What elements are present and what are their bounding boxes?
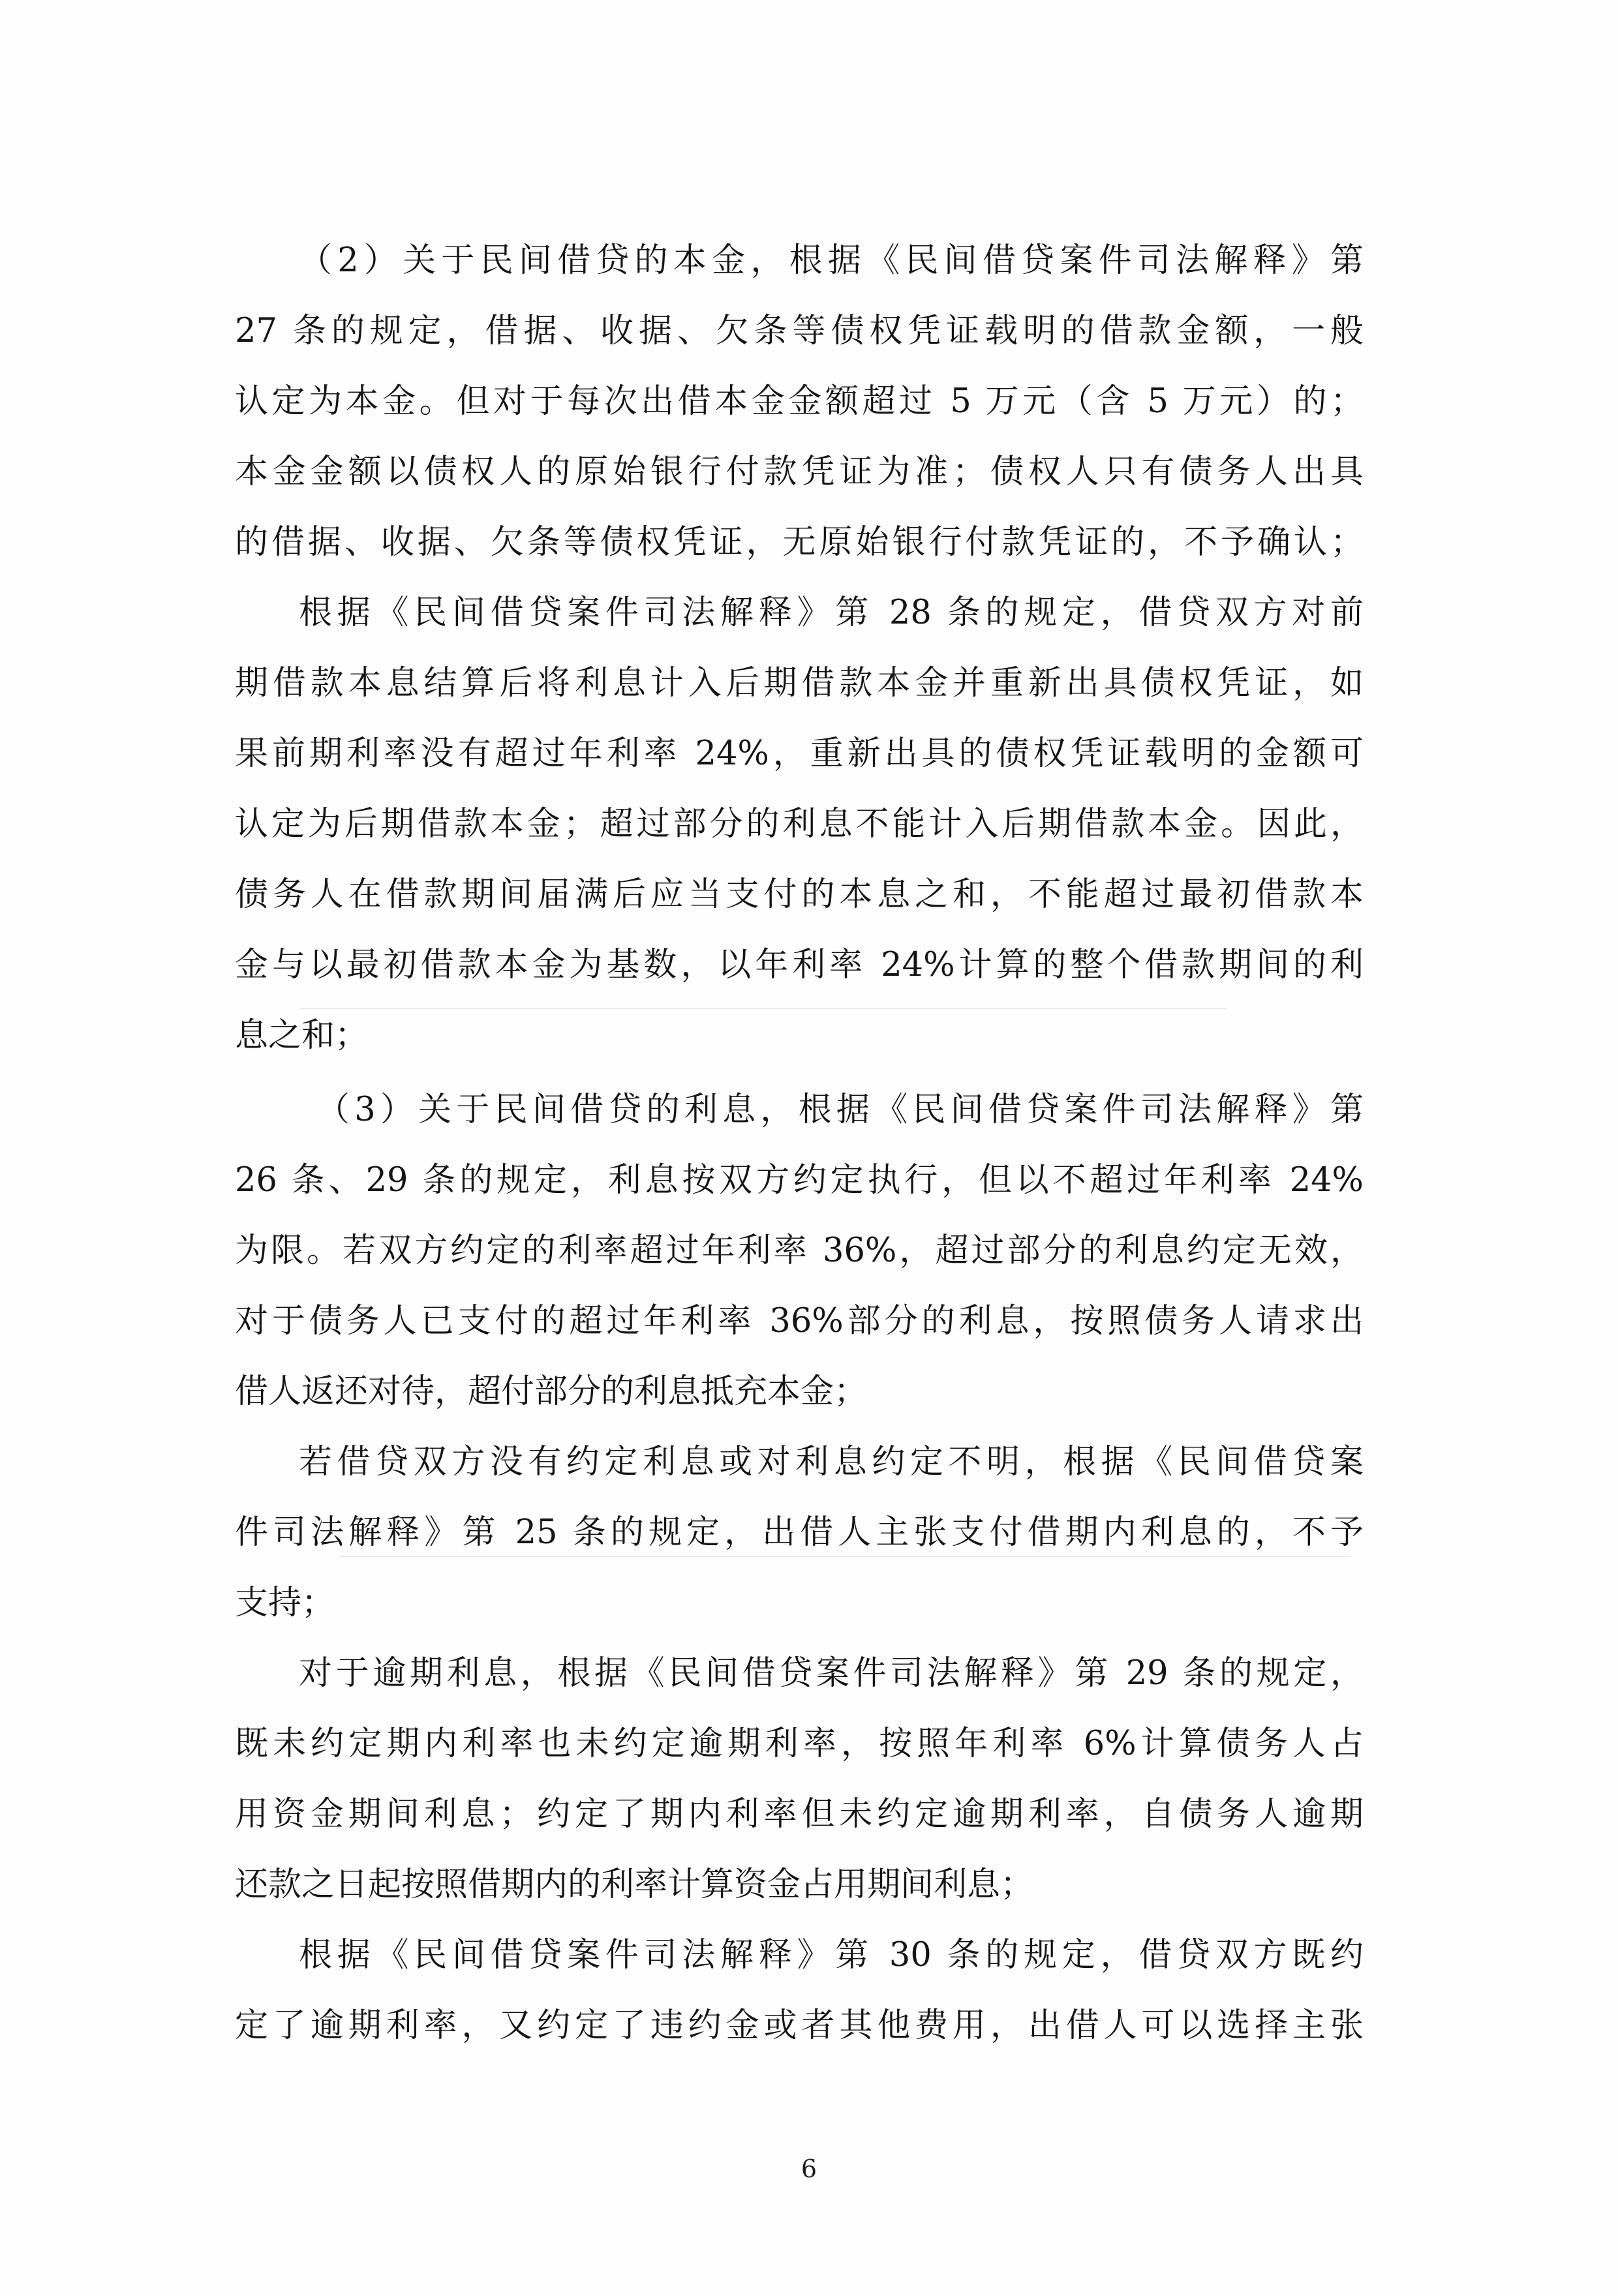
paragraph-line: 既未约定期内利率也未约定逾期利率，按照年利率 6%计算债务人占	[235, 1725, 1364, 1763]
paragraph-line: 债务人在借款期间届满后应当支付的本息之和，不能超过最初借款本	[235, 875, 1364, 914]
paragraph-line: 定了逾期利率，又约定了违约金或者其他费用，出借人可以选择主张	[235, 2006, 1364, 2045]
paragraph-line: 根据《民间借贷案件司法解释》第 30 条的规定，借贷双方既约	[299, 1936, 1364, 1974]
paragraph-line: 果前期利率没有超过年利率 24%，重新出具的债权凭证载明的金额可	[235, 734, 1364, 773]
paragraph-line: 本金金额以债权人的原始银行付款凭证为准；债权人只有债务人出具	[235, 453, 1364, 491]
paragraph-line: （3）关于民间借贷的利息，根据《民间借贷案件司法解释》第	[316, 1091, 1364, 1129]
paragraph-line: 期借款本息结算后将利息计入后期借款本金并重新出具债权凭证，如	[235, 664, 1364, 702]
paragraph-line: 对于债务人已支付的超过年利率 36%部分的利息，按照债务人请求出	[235, 1302, 1364, 1340]
page-number: 6	[801, 2154, 817, 2183]
body-text	[235, 232, 1364, 2064]
paragraph-line: 认定为后期借款本金；超过部分的利息不能计入后期借款本金。因此，	[235, 805, 1364, 843]
paragraph-line: 支持；	[235, 1584, 335, 1622]
paragraph-line: 对于逾期利息，根据《民间借贷案件司法解释》第 29 条的规定，	[299, 1654, 1364, 1693]
paragraph-line: 件司法解释》第 25 条的规定，出借人主张支付借期内利息的，不予	[235, 1513, 1364, 1552]
paragraph-line: 用资金期间利息；约定了期内利率但未约定逾期利率，自债务人逾期	[235, 1795, 1364, 1834]
paragraph-line: 借人返还对待，超付部分的利息抵充本金；	[235, 1372, 868, 1411]
paragraph-line: 26 条、29 条的规定，利息按双方约定执行，但以不超过年利率 24%	[235, 1161, 1364, 1200]
paragraph-line: 的借据、收据、欠条等债权凭证，无原始银行付款凭证的，不予确认；	[235, 523, 1364, 562]
paragraph-line: 金与以最初借款本金为基数，以年利率 24%计算的整个借款期间的利	[235, 946, 1364, 984]
paragraph-line: 为限。若双方约定的利率超过年利率 36%，超过部分的利息约定无效，	[235, 1231, 1364, 1270]
paragraph-line: （2）关于民间借贷的本金，根据《民间借贷案件司法解释》第	[299, 241, 1364, 280]
paragraph-line: 根据《民间借贷案件司法解释》第 28 条的规定，借贷双方对前	[299, 594, 1364, 632]
paragraph-line: 27 条的规定，借据、收据、欠条等债权凭证载明的借款金额，一般	[235, 312, 1364, 350]
paragraph-line: 若借贷双方没有约定利息或对利息约定不明，根据《民间借贷案	[299, 1443, 1364, 1481]
paragraph-line: 还款之日起按照借期内的利率计算资金占用期间利息；	[235, 1865, 1034, 1904]
paragraph-line: 息之和；	[235, 1016, 369, 1055]
paragraph-line: 认定为本金。但对于每次出借本金金额超过 5 万元（含 5 万元）的；	[235, 382, 1364, 421]
